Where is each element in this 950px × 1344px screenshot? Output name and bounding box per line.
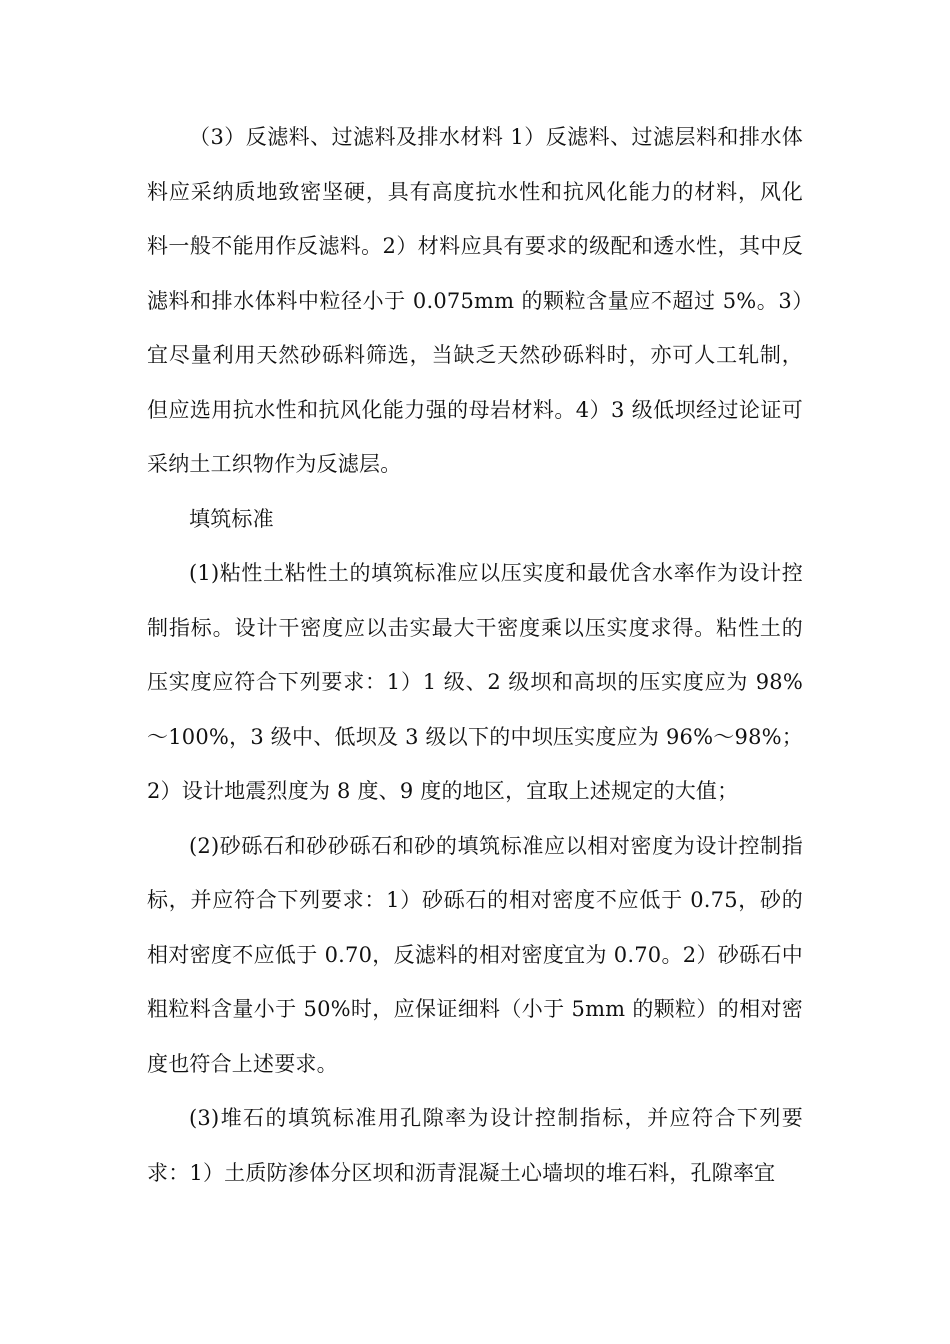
section-heading-filling-standard: 填筑标准 <box>189 506 274 531</box>
document-body <box>147 110 803 1200</box>
paragraph-sand-gravel: (2)砂砾石和砂砂砾石和砂的填筑标准应以相对密度为设计控制指标，并应符合下列要求：1）砂砾石的相对密度不应低于 0.75，砂的相对密度不应低于 0.70，反滤料的相对密度宜为 0.70。2）砂砾石中粗粒料含量小于 50%时，应保证细料（小于 5mm 的颗粒）的相对密度也符合上述要求。 <box>147 833 803 1076</box>
paragraph-cohesive-soil: (1)粘性土粘性土的填筑标准应以压实度和最优含水率作为设计控制指标。设计干密度应以击实最大干密度乘以压实度求得。粘性土的压实度应符合下列要求：1）1 级、2 级坝和高坝的压实度应为 98%～100%，3 级中、低坝及 3 级以下的中坝压实度应为 96%～98%；2）设计地震烈度为 8 度、9 度的地区，宜取上述规定的大值； <box>147 561 803 803</box>
paragraph-rockfill: (3)堆石的填筑标准用孔隙率为设计控制指标，并应符合下列要求：1）土质防渗体分区坝和沥青混凝土心墙坝的堆石料，孔隙率宜 <box>147 1106 803 1185</box>
paragraph-filter-materials: （3）反滤料、过滤料及排水材料 1）反滤料、过滤层料和排水体料应采纳质地致密坚硬，具有高度抗水性和抗风化能力的材料，风化料一般不能用作反滤料。2）材料应具有要求的级配和透水性，其中反滤料和排水体料中粒径小于 0.075mm 的颗粒含量应不超过 5%。3）宜尽量利用天然砂砾料筛选，当缺乏天然砂砾料时，亦可人工轧制，但应选用抗水性和抗风化能力强的母岩材料。4）3 级低坝经过论证可采纳土工织物作为反滤层。 <box>147 125 803 476</box>
